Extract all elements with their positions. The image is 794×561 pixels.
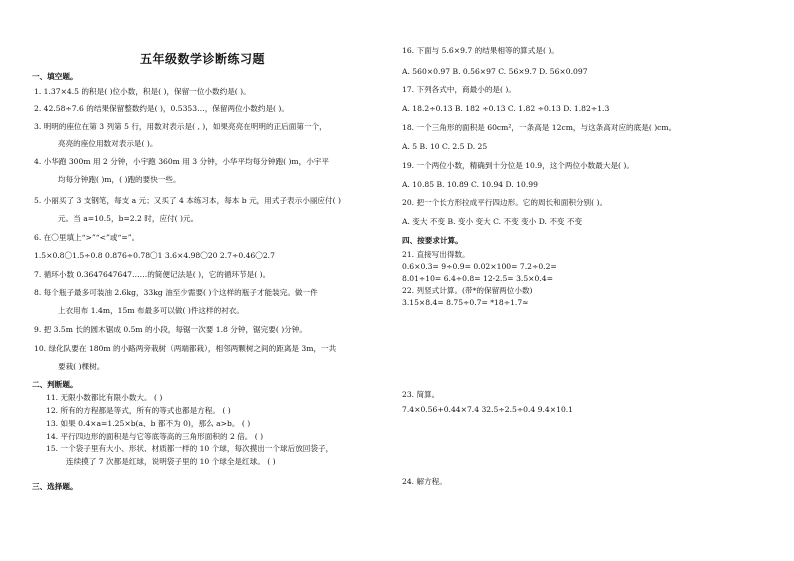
question-3-cont: 亮亮的座位用数对表示是( )。: [58, 139, 158, 148]
judge-13: 13. 如果 0.4×a=1.25×b(a、b 都不为 0)，那么 a>b。 ( ): [46, 419, 251, 428]
question-20-options: A. 变大 不变 B. 变小 变大 C. 不变 变小 D. 不变 不变: [402, 217, 583, 226]
question-10-cont: 要栽( )棵树。: [58, 362, 105, 371]
page-title: 五年级数学诊断练习题: [140, 52, 266, 66]
question-18: 18. 一个三角形的面积是 60cm²，一条高是 12cm，与这条高对应的底是( )cm。: [402, 123, 677, 132]
section-calc: 四、按要求计算。: [402, 236, 463, 245]
question-24: 24. 解方程。: [402, 477, 447, 486]
question-20: 20. 把一个长方形拉成平行四边形。它的周长和面积分别( )。: [402, 198, 608, 207]
question-8: 8. 每个瓶子最多可装油 2.6kg，33kg 油至少需要( )个这样的瓶子才能装完。做一件: [34, 288, 318, 297]
question-6: 6. 在〇里填上“>”“<”或“=”。: [34, 233, 140, 242]
question-5-cont: 元。当 a=10.5，b=2.2 时，应付( )元。: [58, 214, 199, 223]
question-22: 22. 列竖式计算。(带*的保留两位小数): [402, 286, 533, 295]
question-6-row: 1.5×0.8〇1.5÷0.8 0.876÷0.78〇1 3.6×4.98〇20 2.7÷0.46〇2.7: [34, 251, 275, 260]
question-16-options: A. 560×0.97 B. 0.56×97 C. 56×9.7 D. 56×0.097: [402, 67, 588, 76]
question-2: 2. 42.58÷7.6 的结果保留整数约是( )，0.5353…，保留两位小数约是( )。: [34, 104, 289, 113]
judge-15: 15. 一个袋子里有大小、形状、材质都一样的 10 个球，每次摸出一个球后放回袋子，: [46, 444, 334, 453]
question-17-options: A. 18.2÷0.13 B. 182 ÷0.13 C. 1.82 ÷0.13 D. 1.82÷1.3: [402, 104, 610, 113]
section-fill-blank: 一、填空题。: [32, 72, 78, 81]
judge-12: 12. 所有的方程都是等式，所有的等式也都是方程。 ( ): [46, 406, 231, 415]
question-4: 4. 小华跑 300m 用 2 分钟，小宇跑 360m 用 3 分钟，小华平均每分钟跑( )m，小宇平: [34, 157, 329, 166]
section-choice: 三、选择题。: [32, 482, 78, 491]
calc-row-4: 7.4×0.56+0.44×7.4 32.5÷2.5÷0.4 9.4×10.1: [402, 405, 574, 414]
calc-row-2: 8.01÷10= 6.4÷0.8= 12-2.5= 3.5×0.4=: [402, 274, 553, 283]
question-5: 5. 小丽买了 3 支钢笔，每支 a 元；又买了 4 本练习本，每本 b 元，用式子表示小丽应付( ): [34, 196, 341, 205]
judge-15-cont: 连续摸了 7 次都是红球，说明袋子里的 10 个球全是红球。 ( ): [66, 457, 276, 466]
question-3: 3. 明明的座位在第 3 列第 5 行，用数对表示是( , )，如果亮亮在明明的正后面第一个，: [34, 122, 327, 131]
question-9: 9. 把 3.5m 长的圆木锯成 0.5m 的小段，每锯一次要 1.8 分钟，锯完要( )分钟。: [34, 325, 307, 334]
question-19-options: A. 10.85 B. 10.89 C. 10.94 D. 10.99: [402, 180, 538, 189]
judge-14: 14. 平行四边形的面积是与它等底等高的三角形面积的 2 倍。 ( ): [46, 432, 264, 441]
calc-row-3: 3.15×8.4= 8.75÷0.7= *18÷1.7≈: [402, 298, 529, 307]
question-19: 19. 一个两位小数，精确到十分位是 10.9，这个两位小数最大是( )。: [402, 161, 634, 170]
question-17: 17. 下列各式中，商最小的是( )。: [402, 85, 516, 94]
question-16: 16. 下面与 5.6×9.7 的结果相等的算式是( )。: [402, 46, 559, 55]
question-8-cont: 上衣用布 1.4m，15m 布最多可以做( )件这样的衬衣。: [58, 306, 244, 315]
judge-11: 11. 无限小数都比有限小数大。 ( ): [46, 393, 163, 402]
section-judge: 二、判断题。: [32, 380, 78, 389]
question-7: 7. 循环小数 0.3647647647……的简便记法是( )，它的循环节是( )。: [34, 270, 271, 279]
question-10: 10. 绿化队要在 180m 的小路两旁栽树（两端都栽），相邻两颗树之间的距离是 3m，一共: [34, 344, 337, 353]
calc-row-1: 0.6×0.3= 9÷0.9= 0.02×100= 7.2÷0.2=: [402, 262, 557, 271]
question-21: 21. 直接写出得数。: [402, 250, 470, 259]
question-4-cont: 均每分钟跑( )m，( )跑的要快一些。: [58, 175, 181, 184]
question-18-options: A. 5 B. 10 C. 2.5 D. 25: [402, 142, 488, 151]
question-1: 1. 1.37×4.5 的积是( )位小数，积是( )，保留一位小数约是( )。: [34, 87, 251, 96]
question-23: 23. 简算。: [402, 390, 440, 399]
